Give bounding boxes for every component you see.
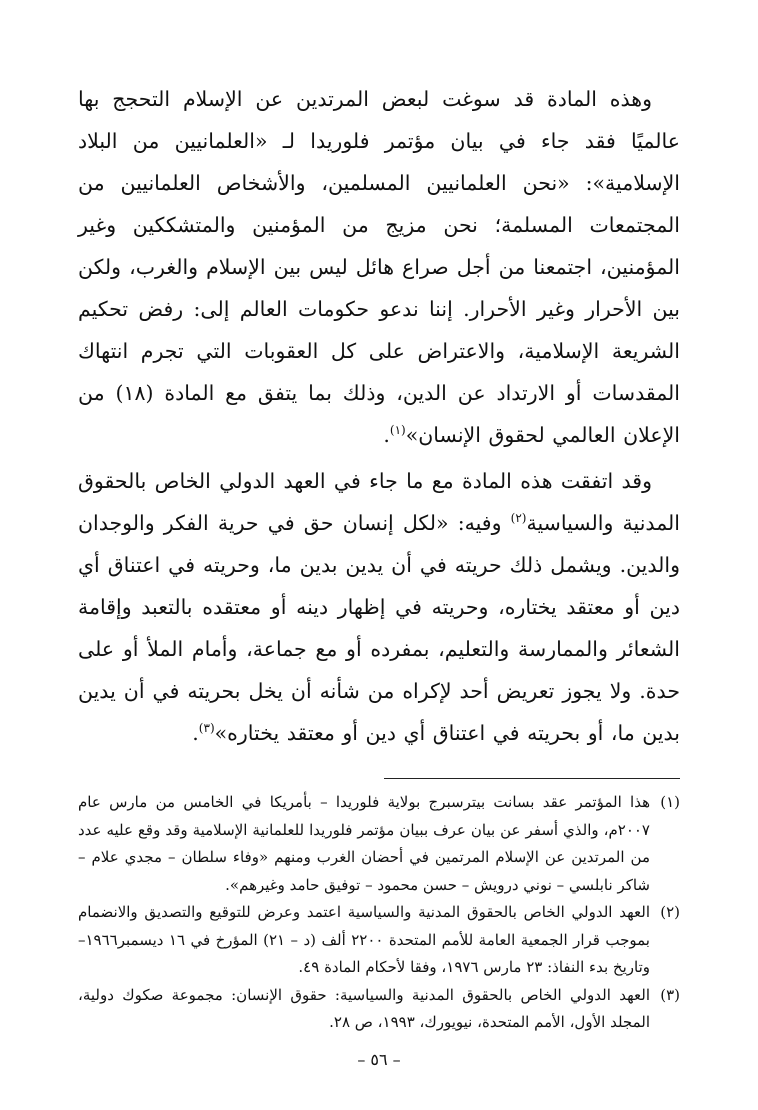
footnote-text: العهد الدولي الخاص بالحقوق المدنية والسياسية: حقوق الإنسان: مجموعة صكوك دولية، المجلد الأول، الأمم المتحدة، نيويورك، ١٩٩٣، ص ٢٨. xyxy=(78,985,650,1031)
footnote-text: العهد الدولي الخاص بالحقوق المدنية والسياسية اعتمد وعرض للتوقيع والتصديق والانضمام بموجب قرار الجمعية العامة للأمم المتحدة ٢٢٠٠ ألف (د – ٢١) المؤرخ في ١٦ ديسمبر١٩٦٦– وتاريخ بدء النفاذ: ٢٣ مارس ١٩٧٦، وفقا لأحكام المادة ٤٩. xyxy=(78,903,650,976)
paragraph-tail: . xyxy=(383,423,390,447)
footnote-ref-1[interactable]: (١) xyxy=(389,423,406,438)
footnote-number: (١) xyxy=(660,793,680,811)
paragraph-text-continued: وفيه: «لكل إنسان حق في حرية الفكر والوجدان والدين. ويشمل ذلك حريته في أن يدين بدين ما، وحريته في اعتناق أي دين أو معتقد يختاره، وحريته في إظهار دينه أو معتقده بالتعبد وإقامة الشعائر والممارسة والتعليم، بمفرده أو مع جماعة، وأمام الملأ أو على حدة. ولا يجوز تعريض أحد لإكراه من شأنه أن يخل بحريته في أن يدين بدين ما، أو بحريته في اعتناق أي دين أو معتقد يختاره» xyxy=(78,511,680,745)
footnote-3 xyxy=(78,982,680,1037)
footnote-separator xyxy=(384,778,680,779)
footnote-ref-3[interactable]: (٣) xyxy=(198,721,215,736)
body-paragraph-2 xyxy=(78,460,680,754)
page-number: – ٥٦ – xyxy=(357,1050,401,1069)
page-content xyxy=(78,78,680,1037)
footnote-1 xyxy=(78,789,680,899)
paragraph-tail: . xyxy=(192,721,199,745)
footnote-text: هذا المؤتمر عقد بسانت بيترسبرج بولاية فلوريدا – بأمريكا في الخامس من مارس عام ٢٠٠٧م، والذي أسفر عن بيان عرف ببيان مؤتمر فلوريدا للعلمانية الإسلامية وقد وقع عليه عدد من المرتدين عن الإسلام المرتمين في أحضان الغرب ومنهم «وفاء سلطان – مجدي علام – شاكر نابلسي – نوني درويش – حسن محمود – توفيق حامد وغيرهم». xyxy=(78,793,650,894)
footnote-number: (٣) xyxy=(660,985,680,1004)
footnotes xyxy=(78,789,680,1037)
footnote-number: (٢) xyxy=(660,903,680,921)
paragraph-text: وهذه المادة قد سوغت لبعض المرتدين عن الإسلام التحجج بها عالميًا فقد جاء في بيان مؤتمر فلوريدا لـ «العلمانيين من البلاد الإسلامية»: «نحن العلمانيين المسلمين، والأشخاص العلمانيين من المجتمعات المسلمة؛ نحن مزيج من المؤمنين والمتشككين وغير المؤمنين، اجتمعنا من أجل صراع هائل ليس بين الإسلام والغرب، ولكن بين الأحرار وغير الأحرار. إننا ندعو حكومات العالم إلى: رفض تحكيم الشريعة الإسلامية، والاعتراض على كل العقوبات التي تجرم انتهاك المقدسات أو الارتداد عن الدين، وذلك بما يتفق مع المادة (١٨) من الإعلان العالمي لحقوق الإنسان» xyxy=(78,87,680,447)
paragraph-text: وقد اتفقت هذه المادة مع ما جاء في العهد الدولي الخاص بالحقوق المدنية والسياسية xyxy=(78,469,680,535)
footnote-2 xyxy=(78,899,680,982)
body-paragraph-1 xyxy=(78,78,680,456)
footnote-ref-2[interactable]: (٢) xyxy=(510,511,527,526)
